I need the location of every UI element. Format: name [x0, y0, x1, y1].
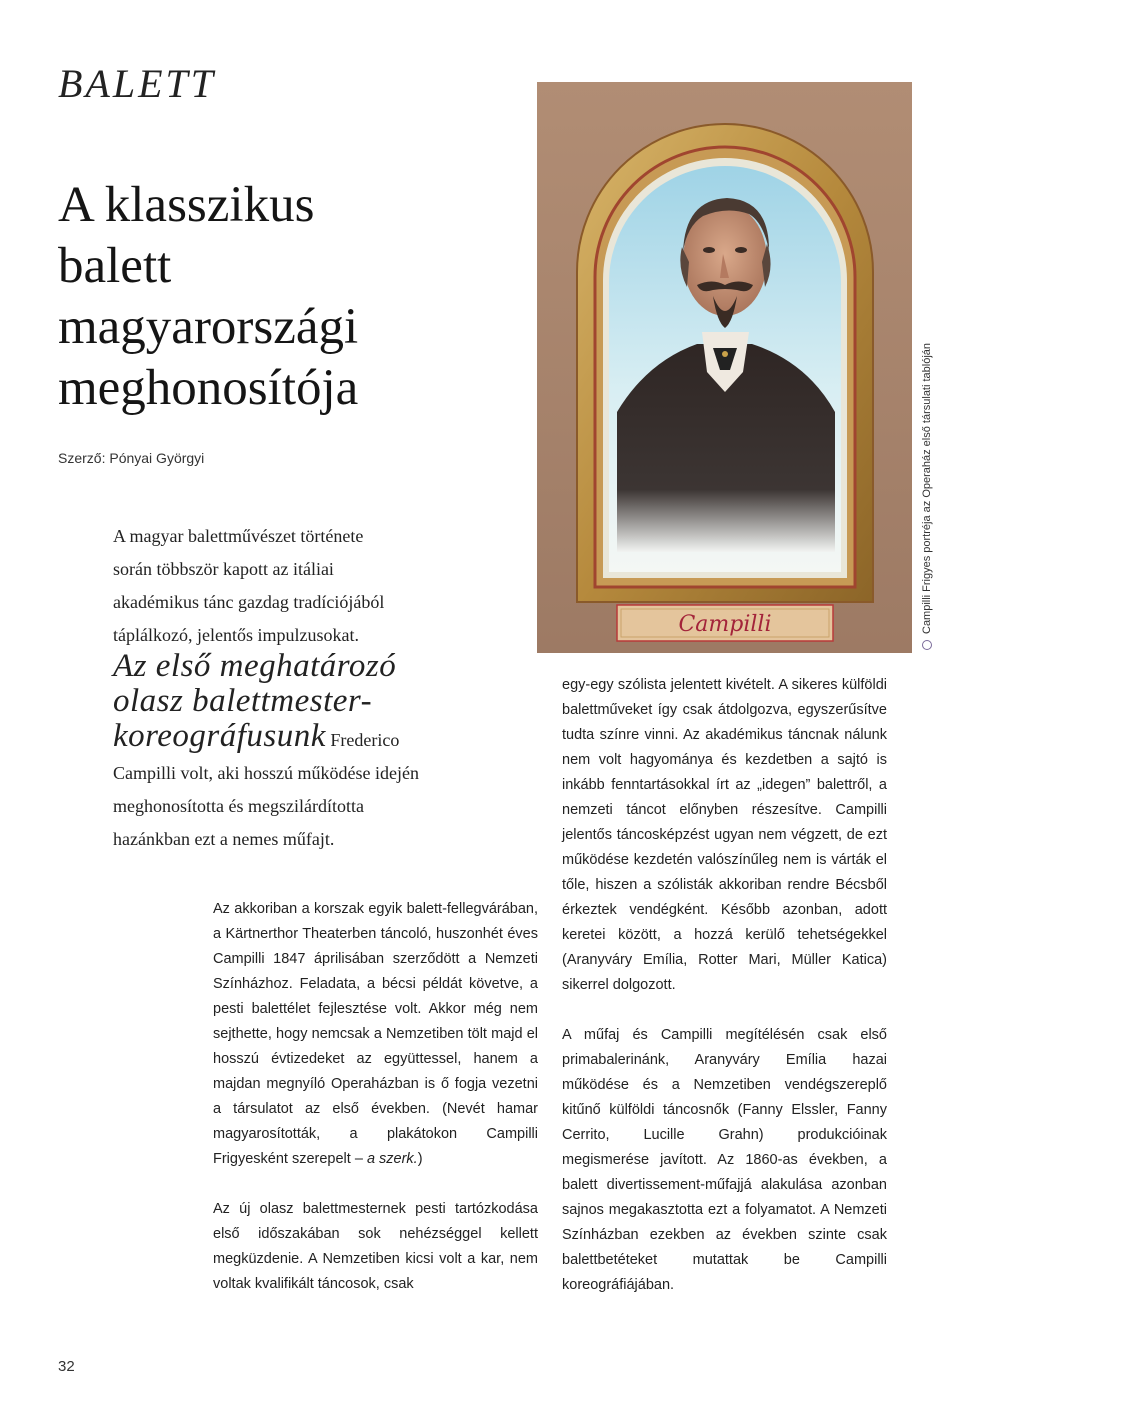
- lead-paragraph: [113, 520, 513, 856]
- lead-line: Frederico: [330, 730, 400, 750]
- body-paragraph: A műfaj és Campilli megítélésén csak első primabalerinánk, Aranyváry Emília hazai működése és a Nemzetiben vendégszereplő kitűnő külföldi táncosnők (Fanny Elssler, Fanny Cerrito, Lucille Grahn) produkcióinak megismerése javított. Az 1860-as években, a balett divertissement-műfajjá alakulása azonban sajnos megakasztotta ezt a folyamatot. A Nemzeti Színházban ezekben az években szinte csak balettbetéteket mutattak be Campilli koreográfiájában.: [562, 1027, 887, 1293]
- caption-text: Campilli Frigyes portréja az Operaház első társulati tablóján: [921, 342, 933, 634]
- lead-line: akadémikus tánc gazdag tradíciójából: [113, 592, 385, 612]
- body-paragraph: Az új olasz balettmesternek pesti tartózkodása első időszakában sok nehézséggel kellett megküzdenie. A Nemzetiben kicsi volt a kar, nem voltak kvalifikált táncosok, csak: [213, 1201, 538, 1292]
- editor-note: a szerk.: [366, 1151, 418, 1167]
- body-paragraph: [213, 897, 538, 1172]
- lead-line: Campilli volt, aki hosszú működése idején: [113, 763, 419, 783]
- lead-highlight-line: Az első meghatározó: [113, 648, 397, 684]
- paragraph-text: ): [417, 1151, 423, 1167]
- lead-line: A magyar balettművészet története: [113, 526, 364, 546]
- body-column-right: [562, 673, 887, 1323]
- title-line: magyarországi: [58, 299, 359, 355]
- section-label: BALETT: [58, 61, 217, 106]
- lead-line: során többször kapott az itáliai: [113, 559, 334, 579]
- lead-line: hazánkban ezt a nemes műfajt.: [113, 829, 335, 849]
- title-line: meghonosítója: [58, 360, 359, 416]
- portrait-photo: [537, 82, 912, 653]
- paragraph-text: Az akkoriban a korszak egyik balett-fellegvárában, a Kärtnerthor Theaterben táncoló, huszonhét éves Campilli 1847 áprilisában szerződött a Nemzeti Színházhoz. Feladata, a bécsi példát követve, a pesti balettélet fejlesztése volt. Akkor még nem sejthette, hogy nemcsak a Nemzetiben tölt majd el hosszú évtizedeket az együttessel, hanem a majdan megnyíló Operaházban is ő fogja vezetni a társulatot az első években. (Nevét hamar magyarosították, a plakátokon Campilli Frigyesként szerepelt –: [213, 901, 538, 1167]
- lead-highlight-line: olasz balettmester-: [113, 683, 373, 719]
- photo-caption: [921, 343, 933, 650]
- article-title: [58, 175, 498, 419]
- lead-line: meghonosította és megszilárdította: [113, 796, 364, 816]
- title-line: balett: [58, 238, 172, 294]
- author-byline: Szerző: Pónyai Györgyi: [58, 450, 205, 466]
- portrait-illustration: [537, 82, 912, 653]
- lead-line: táplálkozó, jelentős impulzusokat.: [113, 625, 359, 645]
- lead-highlight-line: koreográfusunk: [113, 718, 326, 754]
- body-paragraph: egy-egy szólista jelentett kivételt. A sikeres külföldi balettműveket így csak átdolgozva, egyszerűsítve tudta színre vinni. Az akadémikus táncnak nálunk nem volt hagyománya és kezdetben a sajtó is inkább fenntartásokkal írt az „idegen” balettről, a nemzeti táncot előnyben részesítve. Campilli jelentős táncosképzést ugyan nem végzett, de ezt működése kezdetén valószínűleg nem is várták el tőle, hiszen a szólisták akkoriban rendre Bécsből érkeztek vendégként. Később azonban, adott keretei között, a hozzá kerülő tehetségekkel (Aranyváry Emília, Rotter Mari, Müller Katica) sikerrel dolgozott.: [562, 677, 887, 993]
- caption-bullet-icon: [922, 640, 932, 650]
- photo-name-label: Campilli: [678, 612, 772, 637]
- title-line: A klasszikus: [58, 177, 315, 233]
- body-column-left: [213, 897, 538, 1322]
- page-number: 32: [58, 1358, 75, 1375]
